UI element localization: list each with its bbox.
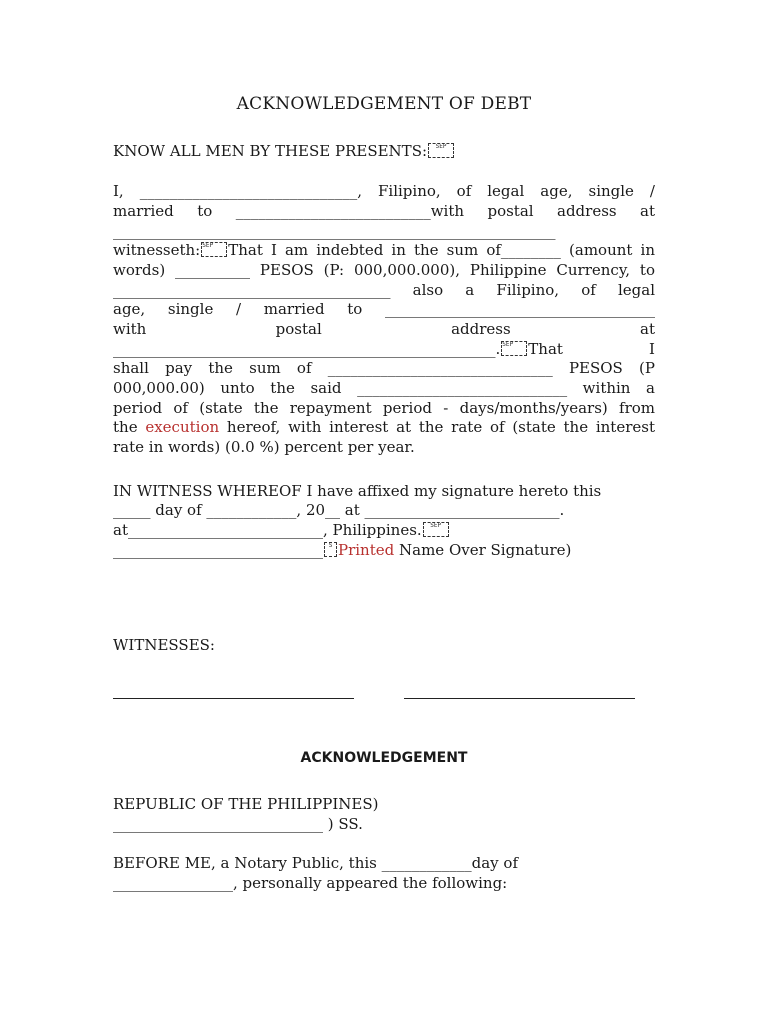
that-i-text: That I <box>528 340 655 358</box>
body-line-4 <box>113 240 655 260</box>
witnesses-label: WITNESSES: <box>113 636 215 654</box>
separator-glyph-icon: SEP <box>423 522 449 537</box>
republic-line: REPUBLIC OF THE PHILIPPINES) <box>113 795 379 813</box>
body-line-8: with postal address at <box>113 320 655 338</box>
witness-line-3 <box>113 520 655 540</box>
body-line-14: rate in words) (0.0 %) percent per year. <box>113 438 415 456</box>
acknowledgement-title: ACKNOWLEDGEMENT <box>300 750 468 766</box>
body-line-9 <box>113 339 655 359</box>
body-line-5: words) __________ PESOS (P: 000,000.000), Philippine Currency, to <box>113 261 655 279</box>
witnesseth-text: witnesseth: <box>113 241 201 259</box>
ss-line: ____________________________ ) SS. <box>113 815 363 833</box>
body-text: the <box>113 418 146 436</box>
body-line-3: ___________________________________________________________ <box>113 222 556 240</box>
execution-highlight: execution <box>145 418 220 436</box>
body-line-13 <box>113 417 655 437</box>
witness-line-4 <box>113 540 655 560</box>
witness-line-2: _____ day of ____________, 20__ at __________________________. <box>113 501 565 519</box>
intro-line <box>113 141 655 161</box>
witness-line-1: IN WITNESS WHEREOF I have affixed my signature hereto this <box>113 482 602 500</box>
document-title: ACKNOWLEDGEMENT OF DEBT <box>236 94 532 114</box>
place-text: at__________________________, Philippines. <box>113 521 422 539</box>
separator-glyph-icon: SEP <box>501 341 527 356</box>
body-line-12: period of (state the repayment period - days/months/years) from <box>113 399 655 417</box>
body-line-11: 000,000.00) unto the said ____________________________ within a <box>113 379 655 397</box>
printed-highlight: Printed <box>338 541 395 559</box>
body-line-1: I, _____________________________, Filipino, of legal age, single / <box>113 182 655 200</box>
witness-signature-line-1 <box>113 698 354 699</box>
intro-text: KNOW ALL MEN BY THESE PRESENTS: <box>113 142 428 160</box>
body-line-10: shall pay the sum of ______________________________ PESOS (P <box>113 359 655 377</box>
body-line-6: _____________________________________ also a Filipino, of legal <box>113 281 655 299</box>
witness-signature-line-2 <box>404 698 635 699</box>
address-blank: ___________________________________________________. <box>113 340 501 358</box>
notary-line-1: BEFORE ME, a Notary Public, this ____________day of <box>113 854 518 872</box>
signature-blank: ____________________________ <box>113 541 323 559</box>
body-line-7: age, single / married to ____________________________________ <box>113 300 655 318</box>
body-line-2: married to __________________________with postal address at <box>113 202 655 220</box>
indebted-text: That I am indebted in the sum of________ (amount in <box>228 241 655 259</box>
name-over-signature-text: Name Over Signature) <box>394 541 572 559</box>
separator-glyph-icon: SEP <box>428 143 454 158</box>
separator-glyph-icon: S <box>324 542 337 557</box>
notary-line-2: ________________, personally appeared the following: <box>113 874 508 892</box>
separator-glyph-icon: SEP <box>201 242 227 257</box>
body-text: hereof, with interest at the rate of (state the interest <box>219 418 655 436</box>
